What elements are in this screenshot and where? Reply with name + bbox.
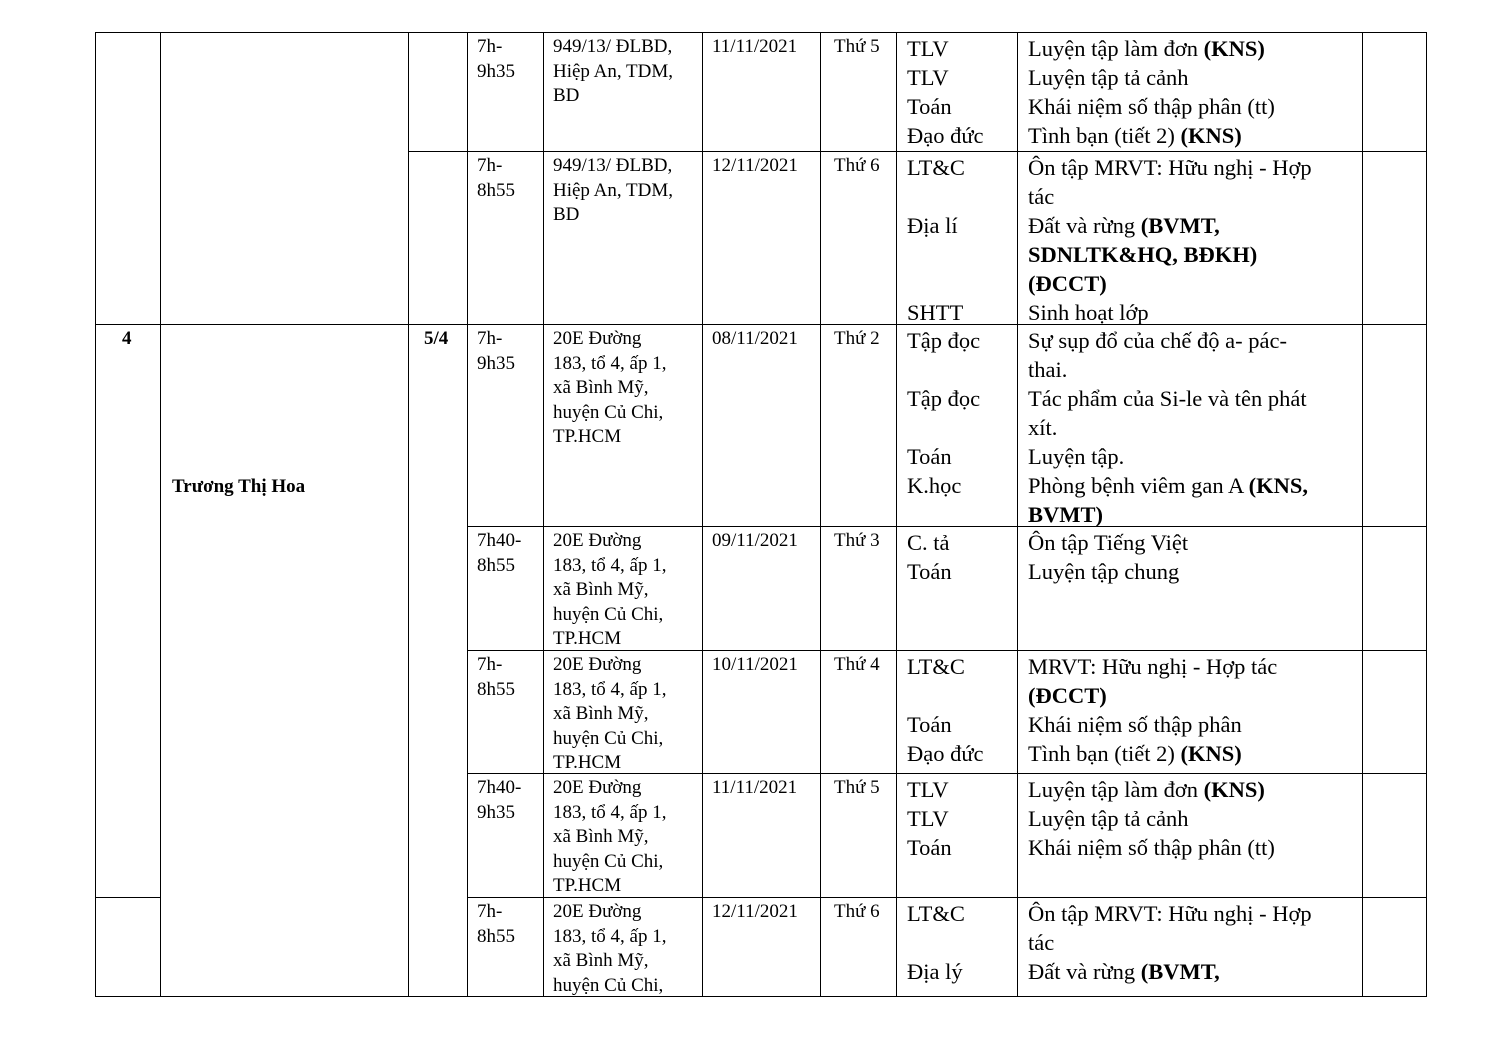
address-cell-line: 183, tổ 4, ấp 1, (553, 678, 667, 700)
lesson-cell (1028, 34, 1275, 150)
weekday-cell: Thứ 5 (834, 777, 880, 798)
lesson-text: Khái niệm số thập phân (tt) (1028, 835, 1275, 860)
time-cell (477, 154, 515, 203)
address-cell-line: xã Bình Mỹ, (553, 826, 649, 847)
time-cell (477, 327, 515, 376)
subject-cell-line (907, 355, 980, 384)
date-cell: 11/11/2021 (712, 777, 798, 798)
lesson-cell (1028, 153, 1312, 327)
subject-cell-line: Toán (907, 712, 952, 737)
col-border (160, 32, 161, 997)
address-cell-line: huyện Củ Chi, (553, 603, 664, 625)
time-cell-line: 9h35 (477, 60, 515, 82)
lesson-cell (1028, 652, 1277, 768)
time-cell-line: 7h40- (477, 530, 522, 551)
time-cell-line: 7h40- (477, 777, 522, 798)
row-divider (408, 151, 1427, 152)
lesson-text: Luyện tập tả cảnh (1028, 65, 1189, 90)
lesson-line (1028, 240, 1312, 269)
lesson-tag: BVMT) (1028, 502, 1103, 527)
lesson-line (1028, 92, 1275, 121)
time-cell-line: 7h- (477, 155, 503, 176)
subject-cell (907, 34, 984, 150)
lesson-text: MRVT: Hữu nghị - Hợp tác (1028, 654, 1278, 679)
lesson-line (1028, 528, 1188, 557)
subject-cell (907, 153, 965, 327)
subject-cell-line: TLV (907, 65, 949, 90)
subject-cell-line: Toán (907, 444, 952, 469)
class-name: 5/4 (424, 328, 449, 349)
subject-cell-line (907, 240, 965, 269)
address-cell-line: TP.HCM (553, 628, 622, 649)
subject-cell-line: TLV (907, 777, 949, 802)
subject-cell-line (907, 928, 965, 957)
time-cell-line: 8h55 (477, 554, 515, 576)
address-cell-line: Hiệp An, TDM, (553, 179, 673, 201)
address-cell (553, 776, 666, 899)
address-cell (553, 327, 666, 450)
address-cell-line: xã Bình Mỹ, (553, 377, 649, 398)
lesson-line (1028, 442, 1308, 471)
subject-cell-line: Địa lí (907, 213, 958, 238)
address-cell-line: 183, tổ 4, ấp 1, (553, 801, 667, 823)
teacher-number: 4 (122, 328, 132, 349)
date-cell: 09/11/2021 (712, 530, 798, 551)
lesson-line (1028, 681, 1277, 710)
subject-cell-line (907, 413, 980, 442)
lesson-text: Ôn tập Tiếng Việt (1028, 530, 1189, 555)
subject-cell (907, 652, 984, 768)
time-cell (477, 653, 515, 702)
lesson-text: Ôn tập MRVT: Hữu nghị - Hợp (1028, 155, 1312, 180)
lesson-line (1028, 739, 1277, 768)
lesson-text: Khái niệm số thập phân (1028, 712, 1242, 737)
lesson-tag: (BVMT, (1140, 213, 1220, 238)
subject-cell-line: LT&C (907, 654, 965, 679)
address-cell-line: 20E Đường (553, 328, 642, 349)
address-cell (553, 653, 666, 776)
col-border (467, 32, 468, 997)
lesson-text: Luyện tập làm đơn (1028, 36, 1204, 61)
lesson-line (1028, 63, 1275, 92)
lesson-text: Luyện tập tả cảnh (1028, 806, 1189, 831)
address-cell-line: BD (553, 85, 580, 106)
address-cell (553, 529, 666, 652)
lesson-line (1028, 775, 1275, 804)
subject-cell-line: LT&C (907, 901, 965, 926)
lesson-line (1028, 710, 1277, 739)
subject-cell-line: LT&C (907, 155, 965, 180)
lesson-tag: (ĐCCT) (1028, 271, 1107, 296)
col-border (820, 32, 821, 997)
lesson-tag: (ĐCCT) (1028, 683, 1107, 708)
lesson-tag: (KNS) (1180, 741, 1242, 766)
subject-cell-line (907, 681, 984, 710)
date-cell: 11/11/2021 (712, 36, 798, 57)
time-cell (477, 529, 521, 578)
address-cell-line: huyện Củ Chi, (553, 850, 664, 872)
time-cell-line: 7h- (477, 901, 503, 922)
lesson-text: Sinh hoạt lớp (1028, 300, 1149, 325)
time-cell-line: 8h55 (477, 678, 515, 700)
lesson-line (1028, 557, 1188, 586)
subject-cell (907, 528, 952, 586)
lesson-text: Phòng bệnh viêm gan A (1028, 473, 1249, 498)
subject-cell-line: TLV (907, 36, 949, 61)
col-border (1426, 32, 1427, 997)
address-cell-line: 949/13/ ĐLBD, (553, 36, 673, 57)
address-cell-line: 20E Đường (553, 654, 642, 675)
weekday-cell: Thứ 6 (834, 901, 880, 922)
address-cell-line: TP.HCM (553, 875, 622, 896)
weekday-cell: Thứ 5 (834, 36, 880, 57)
date-cell: 08/11/2021 (712, 328, 798, 349)
address-cell-line: TP.HCM (553, 752, 622, 773)
date-cell: 12/11/2021 (712, 901, 798, 922)
lesson-tag: (KNS) (1180, 123, 1242, 148)
lesson-line (1028, 211, 1312, 240)
subject-cell (907, 326, 980, 500)
weekday-cell: Thứ 6 (834, 155, 880, 176)
teacher-name: Trương Thị Hoa (172, 476, 306, 497)
lesson-tag: (KNS, (1248, 473, 1309, 498)
address-cell-line: xã Bình Mỹ, (553, 950, 649, 971)
lesson-line (1028, 153, 1312, 182)
lesson-cell (1028, 775, 1275, 862)
subject-cell-line: Toán (907, 94, 952, 119)
address-cell-line: huyện Củ Chi, (553, 727, 664, 749)
address-cell-line: 20E Đường (553, 777, 642, 798)
lesson-text: Luyện tập chung (1028, 559, 1180, 584)
subject-cell (907, 899, 965, 986)
lesson-line (1028, 928, 1312, 957)
lesson-line (1028, 298, 1312, 327)
subject-cell-line: Toán (907, 559, 952, 584)
time-cell-line: 9h35 (477, 352, 515, 374)
lesson-line (1028, 652, 1277, 681)
address-cell-line: Hiệp An, TDM, (553, 60, 673, 82)
col-border (543, 32, 544, 997)
subject-cell-line: Tập đọc (907, 386, 981, 411)
col-border (896, 32, 897, 997)
lesson-line (1028, 384, 1308, 413)
subject-cell-line: C. tả (907, 530, 950, 555)
col-border (1362, 32, 1363, 997)
lesson-cell (1028, 899, 1312, 986)
lesson-cell (1028, 326, 1308, 529)
lesson-line (1028, 471, 1308, 500)
date-cell: 10/11/2021 (712, 654, 798, 675)
subject-cell-line: TLV (907, 806, 949, 831)
lesson-text: Tình bạn (tiết 2) (1028, 123, 1181, 148)
address-cell-line: xã Bình Mỹ, (553, 703, 649, 724)
time-cell-line: 7h- (477, 328, 503, 349)
address-cell-line: 183, tổ 4, ấp 1, (553, 352, 667, 374)
time-cell (477, 776, 521, 825)
lesson-tag: (KNS) (1203, 36, 1265, 61)
lesson-text: tác (1028, 930, 1055, 955)
lesson-line (1028, 833, 1275, 862)
date-cell: 12/11/2021 (712, 155, 798, 176)
lesson-cell (1028, 528, 1188, 586)
lesson-line (1028, 957, 1312, 986)
lesson-text: Đất và rừng (1028, 213, 1141, 238)
time-cell-line: 8h55 (477, 179, 515, 201)
weekday-cell: Thứ 4 (834, 654, 880, 675)
address-cell-line: TP.HCM (553, 426, 622, 447)
weekday-cell: Thứ 2 (834, 328, 880, 349)
lesson-tag: (BVMT, (1140, 959, 1220, 984)
address-cell-line: xã Bình Mỹ, (553, 579, 649, 600)
subject-cell-line (907, 269, 965, 298)
lesson-line (1028, 899, 1312, 928)
lesson-text: tác (1028, 184, 1055, 209)
lesson-text: xít. (1028, 415, 1058, 440)
lesson-text: Tình bạn (tiết 2) (1028, 741, 1181, 766)
lesson-text: Sự sụp đổ của chế độ a- pác- (1028, 328, 1287, 353)
subject-cell-line: Đạo đức (907, 741, 984, 766)
lesson-line (1028, 326, 1308, 355)
subject-cell-line: Toán (907, 835, 952, 860)
address-cell (553, 154, 673, 228)
table-bottom-border (95, 996, 1427, 997)
lesson-text: Tác phẩm của Si-le và tên phát (1028, 386, 1307, 411)
col-border (408, 32, 409, 997)
time-cell-line: 7h- (477, 36, 503, 57)
lesson-line (1028, 182, 1312, 211)
address-cell-line: 949/13/ ĐLBD, (553, 155, 673, 176)
lesson-text: Khái niệm số thập phân (tt) (1028, 94, 1275, 119)
address-cell-line: 20E Đường (553, 530, 642, 551)
lesson-line (1028, 121, 1275, 150)
subject-cell-line (907, 182, 965, 211)
lesson-text: Luyện tập. (1028, 444, 1125, 469)
col-border (95, 32, 96, 997)
time-cell-line: 8h55 (477, 925, 515, 947)
lesson-text: thai. (1028, 357, 1068, 382)
address-cell-line: 20E Đường (553, 901, 642, 922)
time-cell (477, 900, 515, 949)
table-top-border (95, 32, 1427, 33)
lesson-line (1028, 413, 1308, 442)
subject-cell-line: Tập đọc (907, 328, 981, 353)
lesson-line (1028, 804, 1275, 833)
lesson-tag: (KNS) (1203, 777, 1265, 802)
time-cell-line: 7h- (477, 654, 503, 675)
address-cell-line: huyện Củ Chi, (553, 401, 664, 423)
subject-cell-line: Địa lý (907, 959, 963, 984)
row-divider (95, 897, 160, 898)
subject-cell (907, 775, 952, 862)
lesson-text: Ôn tập MRVT: Hữu nghị - Hợp (1028, 901, 1312, 926)
lesson-line (1028, 34, 1275, 63)
lesson-line (1028, 355, 1308, 384)
address-cell (553, 900, 666, 998)
subject-cell-line: Đạo đức (907, 123, 984, 148)
time-cell (477, 35, 515, 84)
address-cell-line: huyện Củ Chi, (553, 974, 664, 996)
col-border (1017, 32, 1018, 997)
lesson-tag: SDNLTK&HQ, BĐKH) (1028, 242, 1258, 267)
address-cell (553, 35, 673, 109)
subject-cell-line: SHTT (907, 300, 964, 325)
lesson-text: Đất và rừng (1028, 959, 1141, 984)
lesson-line (1028, 269, 1312, 298)
address-cell-line: 183, tổ 4, ấp 1, (553, 925, 667, 947)
subject-cell-line: K.học (907, 473, 962, 498)
col-border (702, 32, 703, 997)
lesson-text: Luyện tập làm đơn (1028, 777, 1204, 802)
address-cell-line: 183, tổ 4, ấp 1, (553, 554, 667, 576)
weekday-cell: Thứ 3 (834, 530, 880, 551)
address-cell-line: BD (553, 204, 580, 225)
lesson-line (1028, 500, 1308, 529)
time-cell-line: 9h35 (477, 801, 515, 823)
